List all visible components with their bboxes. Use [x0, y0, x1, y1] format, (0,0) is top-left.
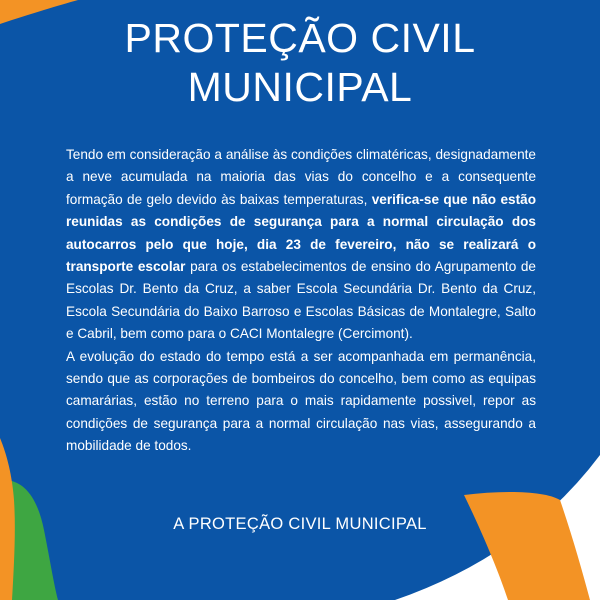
signature: A PROTEÇÃO CIVIL MUNICIPAL [173, 515, 427, 533]
paragraph-1 [66, 144, 536, 346]
paragraph-2: A evolução do estado do tempo está a ser acompanhada em permanência, sendo que as corporações de bombeiros do concelho, bem como as equipas camarárias, estão no terreno para o mais rapidamente possivel, repor as condições de segurança para a normal circulação nas vias, assegurando a mobilidade de todos. [66, 348, 536, 454]
paragraph-1-outro: para os estabelecimentos de ensino do Agrupamento de Escolas Dr. Bento da Cruz, a saber Escola Secundária Dr. Bento da Cruz, Escola Secundária do Baixo Barroso e Escolas Básicas de Montalegre, Salto e Cabril, bem como para o CACI Montalegre (Cercimont). [66, 259, 536, 342]
title-line-1: PROTEÇÃO CIVIL [124, 15, 476, 61]
paragraph-1-bold: verifica-se que não estão reunidas as condições de segurança para a normal circulação dos autocarros pelo que hoje, dia 23 de fevereiro, não se realizará o transporte escolar [66, 191, 537, 275]
page-title [0, 14, 600, 112]
paragraph-1-intro: Tendo em consideração a análise às condições climatéricas, designadamente a neve acumulada na maioria das vias do concelho e a consequente formação de gelo devido às baixas temperaturas, [66, 147, 536, 207]
title-line-2: MUNICIPAL [187, 64, 413, 110]
announcement-body [66, 144, 536, 458]
